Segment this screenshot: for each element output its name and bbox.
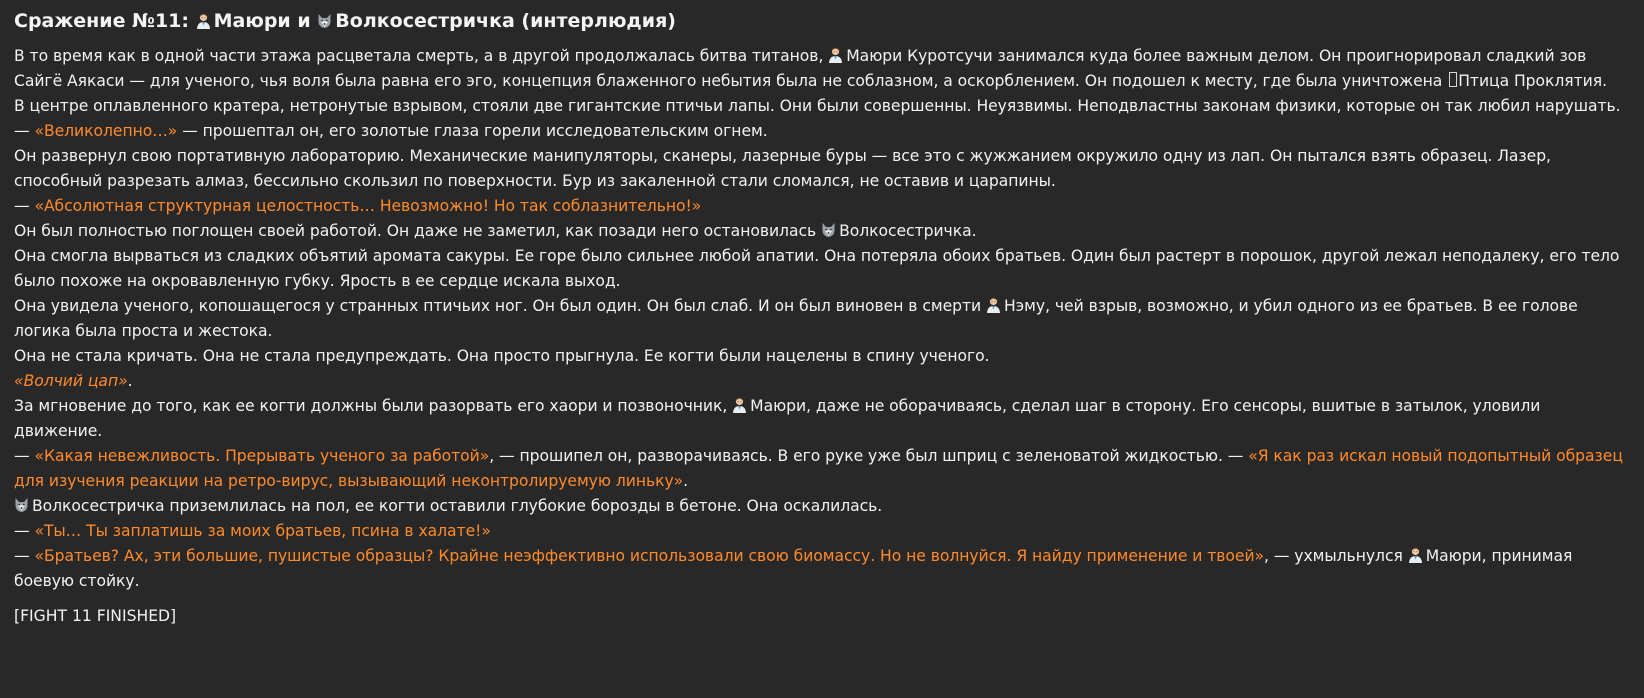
- story-paragraph-12: [14, 444, 1630, 494]
- story-paragraph-5: [14, 194, 1630, 219]
- p15-mid: , — ухмыльнулся: [1264, 547, 1403, 565]
- story-paragraph-1: [14, 44, 1630, 94]
- story-paragraph-10: [14, 369, 1630, 394]
- p3-quote: «Великолепно…»: [34, 122, 178, 140]
- p1-text-b: Маюри Куротсучи занимался куда более важным делом. Он проигнорировал сладкий зов Сайгё Аякаси — для ученого, чья воля была равна его эго, концепция блаженного небытия была не соблазном, а оскорблением. Он подошел к месту, где была уничтожена: [14, 47, 1587, 90]
- fight-title-name2: Волкосестричка (интерлюдия): [335, 10, 676, 32]
- fight-title-name1: Маюри и: [213, 10, 311, 32]
- p3-dash: —: [14, 122, 35, 140]
- story-paragraph-2: В центре оплавленного кратера, нетронутые взрывом, стояли две гигантские птичьи лапы. Они были совершенны. Неуязвимы. Неподвластны законам физики, которые он так любил нарушать.: [14, 97, 1621, 115]
- fight-title: [14, 8, 1630, 34]
- missing-glyph-box: [1449, 72, 1457, 87]
- p6-text-b: Волкосестричка.: [839, 222, 977, 240]
- fight-log: [14, 8, 1630, 629]
- scientist-emoji-icon: [1408, 547, 1423, 563]
- p15-dash: —: [14, 547, 35, 565]
- story-paragraph-7: Она смогла вырваться из сладких объятий аромата сакуры. Ее горе было сильнее любой апатии. Она потеряла обоих братьев. Один был растерт в порошок, другой лежал неподалеку, его тело было похоже на окровавленную губку. Ярость в ее сердце искала выход.: [14, 247, 1620, 290]
- p1-text-a: В то время как в одной части этажа расцветала смерть, а в другой продолжалась битва титанов,: [14, 47, 824, 65]
- fight-status: [FIGHT 11 FINISHED]: [14, 607, 177, 625]
- p12-quote-1: «Какая невежливость. Прерывать ученого за работой»: [34, 447, 490, 465]
- wolf-emoji-icon: [317, 13, 332, 29]
- story-paragraph-6: [14, 219, 1630, 244]
- scientist-emoji-icon: [828, 47, 843, 63]
- story-paragraph-8: [14, 294, 1630, 344]
- story-paragraph-4: Он развернул свою портативную лабораторию. Механические манипуляторы, сканеры, лазерные буры — все это с жужжанием окружило одну из лап. Он пытался взять образец. Лазер, способный разрезать алмаз, бессильно скользил по поверхности. Бур из закаленной стали сломался, не оставив и царапины.: [14, 147, 1551, 190]
- scientist-emoji-icon: [986, 297, 1001, 313]
- fight-title-prefix: Сражение №11:: [14, 10, 189, 32]
- p13-text: Волкосестричка приземлилась на пол, ее когти оставили глубокие борозды в бетоне. Она оскалилась.: [32, 497, 883, 515]
- p12-end: .: [683, 472, 689, 490]
- p14-quote: «Ты… Ты заплатишь за моих братьев, псина в халате!»: [34, 522, 491, 540]
- p5-dash: —: [14, 197, 35, 215]
- story-paragraph-11: [14, 394, 1630, 444]
- p15-quote: «Братьев? Ах, эти большие, пушистые образцы? Крайне неэффективно использовали свою биомассу. Но не волнуйся. Я найду применение и твоей»: [34, 547, 1265, 565]
- p12-mid: , — прошипел он, разворачиваясь. В его руке уже был шприц с зеленоватой жидкостью. —: [489, 447, 1249, 465]
- p5-quote: «Абсолютная структурная целостность… Невозможно! Но так соблазнительно!»: [34, 197, 702, 215]
- p8-text-a: Она увидела ученого, копошащегося у странных птичьих ног. Он был один. Он был слаб. И он был виновен в смерти: [14, 297, 982, 315]
- p15-end: Маюри, принимая боевую стойку.: [14, 547, 1573, 590]
- scientist-emoji-icon: [196, 13, 211, 29]
- p6-text-a: Он был полностью поглощен своей работой. Он даже не заметил, как позади него остановилась: [14, 222, 817, 240]
- p12-quote-2: «Я как раз искал новый подопытный образец для изучения реакции на ретро-вирус, вызывающий неконтролируемую линьку»: [14, 447, 1623, 490]
- wolf-emoji-icon: [821, 222, 836, 238]
- p1-text-c: Птица Проклятия.: [1458, 72, 1607, 90]
- wolf-emoji-icon: [14, 497, 29, 513]
- story-paragraph-3: [14, 119, 1630, 144]
- p10-rest: .: [127, 372, 133, 390]
- story-paragraph-14: [14, 519, 1630, 544]
- p11-text-a: За мгновение до того, как ее когти должны были разорвать его хаори и позвоночник,: [14, 397, 728, 415]
- story-paragraph-9: Она не стала кричать. Она не стала предупреждать. Она просто прыгнула. Ее когти были нацелены в спину ученого.: [14, 347, 990, 365]
- p14-dash: —: [14, 522, 35, 540]
- p3-rest: — прошептал он, его золотые глаза горели исследовательским огнем.: [177, 122, 768, 140]
- p8-text-b: Нэму, чей взрыв, возможно, и убил одного из ее братьев. В ее голове логика была проста и жестока.: [14, 297, 1578, 340]
- story-text: [14, 44, 1630, 594]
- story-paragraph-15: [14, 544, 1630, 594]
- p12-dash: —: [14, 447, 35, 465]
- p10-attack-name: «Волчий цап»: [14, 372, 128, 390]
- scientist-emoji-icon: [732, 397, 747, 413]
- story-paragraph-13: [14, 494, 1630, 519]
- p11-text-b: Маюри, даже не оборачиваясь, сделал шаг в сторону. Его сенсоры, вшитые в затылок, уловили движение.: [14, 397, 1541, 440]
